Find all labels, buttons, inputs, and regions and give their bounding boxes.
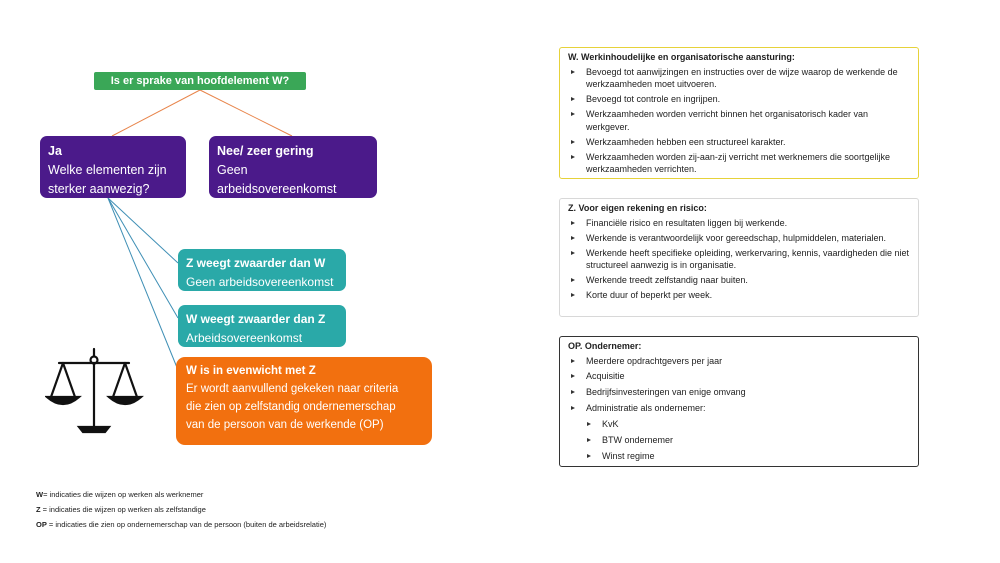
question-box: Is er sprake van hoofdelement W? xyxy=(94,72,306,90)
list-item: Werkzaamheden worden verricht binnen het organisatorisch kader van werkgever. xyxy=(568,108,910,133)
panel-w-title: W. Werkinhoudelijke en organisatorische aansturing: xyxy=(568,52,795,62)
panel-w-criteria xyxy=(559,47,919,179)
w-weegt-box xyxy=(178,305,346,347)
z-weegt-text: Geen arbeidsovereenkomst xyxy=(186,275,334,289)
list-item: Acquisitie xyxy=(568,370,910,383)
legend xyxy=(36,487,326,532)
list-item: Korte duur of beperkt per week. xyxy=(568,289,910,302)
list-item: Werkzaamheden hebben een structureel karakter. xyxy=(568,136,910,149)
list-item: Bedrijfsinvesteringen van enige omvang xyxy=(568,386,910,399)
evenwicht-line-2: die zien op zelfstandig ondernemerschap xyxy=(186,401,396,413)
list-item: Financiële risico en resultaten liggen bij werkende. xyxy=(568,217,910,230)
list-subitem: KvK xyxy=(568,418,910,431)
legend-w: W= indicaties die wijzen op werken als werknemer xyxy=(36,490,204,499)
answer-nee-box xyxy=(209,136,377,198)
nee-title: Nee/ zeer gering xyxy=(217,144,314,158)
list-subitem: Winst regime xyxy=(568,450,910,463)
nee-text: Geen arbeidsovereenkomst xyxy=(217,163,337,196)
z-weegt-title: Z weegt zwaarder dan W xyxy=(186,256,326,270)
ja-line-2: sterker aanwezig? xyxy=(48,182,150,196)
ja-line-1: Welke elementen zijn xyxy=(48,163,167,177)
panel-op-title: OP. Ondernemer: xyxy=(568,341,642,351)
evenwicht-line-1: Er wordt aanvullend gekeken naar criteria xyxy=(186,383,399,395)
ja-title: Ja xyxy=(48,144,62,158)
panel-z-title: Z. Voor eigen rekening en risico: xyxy=(568,203,707,213)
z-weegt-box xyxy=(178,249,346,291)
list-item: Werkende treedt zelfstandig naar buiten. xyxy=(568,274,910,287)
list-item: Administratie als ondernemer: xyxy=(568,402,910,415)
evenwicht-box xyxy=(176,357,432,445)
balance-scale-icon xyxy=(45,345,145,437)
w-weegt-title: W weegt zwaarder dan Z xyxy=(186,312,326,326)
legend-op: OP = indicaties die zien op ondernemerschap van de persoon (buiten de arbeidsrelatie) xyxy=(36,520,327,529)
list-subitem: BTW ondernemer xyxy=(568,434,910,447)
w-weegt-text: Arbeidsovereenkomst xyxy=(186,331,303,345)
legend-z: Z = indicaties die wijzen op werken als zelfstandige xyxy=(36,505,206,514)
list-item: Bevoegd tot controle en ingrijpen. xyxy=(568,93,910,106)
answer-ja-box xyxy=(40,136,186,198)
list-item: Werkende heeft specifieke opleiding, werkervaring, kennis, vaardigheden die niet structureel aanwezig is in organisatie. xyxy=(568,247,910,272)
list-item: Bevoegd tot aanwijzingen en instructies over de wijze waarop de werkende de werkzaamheden moet uitvoeren. xyxy=(568,66,910,91)
panel-z-criteria xyxy=(559,198,919,317)
panel-op-criteria xyxy=(559,336,919,467)
list-item: Werkzaamheden worden zij-aan-zij verricht met werknemers die soortgelijke werkzaamheden verrichten. xyxy=(568,151,910,176)
list-item: Meerdere opdrachtgevers per jaar xyxy=(568,355,910,368)
evenwicht-title: W is in evenwicht met Z xyxy=(186,365,316,377)
evenwicht-line-3: van de persoon van de werkende (OP) xyxy=(186,419,384,431)
list-item: Werkende is verantwoordelijk voor gereedschap, hulpmiddelen, materialen. xyxy=(568,232,910,245)
